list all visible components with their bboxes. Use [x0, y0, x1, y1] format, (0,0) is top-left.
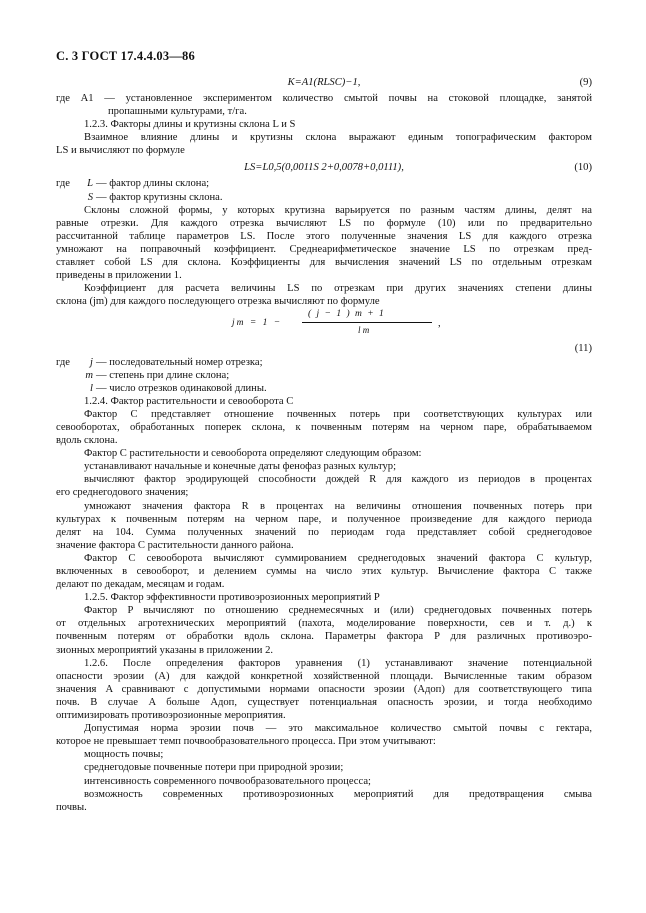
page-header: С. 3 ГОСТ 17.4.4.03—86 — [56, 49, 195, 63]
p-last-line-1: возможность современных противоэрозионных мероприятий для предотвращения смыва — [84, 788, 592, 800]
def-text-m: — степень при длине склона; — [96, 369, 230, 381]
p-last-line-2: почвы. — [56, 801, 87, 813]
p-slopes-line-4: умножают на поправочный коэффициент. Среднеарифметическое значение LS по отрезкам пред- — [56, 243, 592, 255]
list-item-3: интенсивность современного почвообразовательного процесса; — [84, 775, 371, 787]
p-norm-line-2: которое не превышает темп почвообразовательного процесса. При этом учитывают: — [56, 736, 436, 748]
p-c4-line-2: его среднегодового значения; — [56, 487, 189, 499]
list-item-2: среднегодовые почвенные потери при природной эрозии; — [84, 762, 344, 774]
def-text-l: — фактор длины склона; — [96, 178, 210, 190]
formula-11 — [56, 308, 592, 338]
p-c4-line-1: вычисляют фактор эродирующей способности дождей R для каждого из периодов в процентах — [84, 474, 592, 486]
def-symbol-m: m — [85, 369, 93, 381]
def-text-s: — фактор крутизны склона. — [96, 191, 223, 203]
p-slopes-line-3: рассчитанной таблице параметров LS. После этого полученные значения LS для каждого отрезка — [56, 230, 592, 242]
p-c5-line-3: делят на 104. Сумма полученных значений по периодам года представляет собой среднегодовое — [56, 526, 592, 538]
p-slopes-line-2: равные отрезки. Для каждого отрезка вычисляют LS по формуле (10) или по предварительно — [56, 217, 592, 229]
p-126-line-1: 1.2.6. После определения факторов уравнения (1) устанавливают значение потенциальной — [84, 657, 592, 669]
formula-11-fraction-bar — [302, 322, 432, 323]
def-text-j: — последовательный номер отрезка; — [96, 356, 263, 368]
def-text-j-value: последовательный номер отрезка; — [109, 356, 263, 368]
formula-11-definitions — [56, 356, 592, 395]
def-a1-line-1: где A1 — установленное экспериментом количество смытой почвы на стоковой площадке, занятой — [56, 93, 592, 104]
p-c6-line-3: делают по декадам, месяцам и годам. — [56, 579, 225, 591]
p-c1-line-3: вдоль склона. — [56, 435, 118, 447]
formula-10-definitions — [56, 177, 592, 203]
def-text-s-value: фактор крутизны склона. — [109, 191, 223, 203]
def-prefix-empty — [56, 369, 82, 382]
def-a1-line-2: пропашными культурами, т/га. — [108, 106, 247, 118]
p-p-line-4: зионных мероприятий указаны в приложении 2. — [56, 644, 274, 656]
p-c6-line-1: Фактор C севооборота вычисляют суммированием среднегодовых значений фактора C культур, — [84, 552, 592, 564]
p-c3: устанавливают начальные и конечные даты фенофаз разных культур; — [84, 461, 397, 473]
document-body — [56, 76, 592, 814]
def-text-l-small-value: число отрезков одинаковой длины. — [109, 382, 267, 394]
p-126-line-2: опасности эрозии (A) для каждой конкретной хозяйственной площади. Вычисленные таким образом — [56, 670, 592, 682]
p-ls-line-2: LS и вычисляют по формуле — [56, 145, 185, 157]
p-slopes-line-5: ставляет собой LS для склона. Коэффициенты для вычисления значений LS по отдельным отрезкам — [56, 257, 592, 269]
section-1-2-4-heading: 1.2.4. Фактор растительности и севооборота C — [84, 395, 294, 407]
p-126-line-4: почв. В случае A больше Aдоп, существует потенциальная опасность эрозии, и тогда необходимо — [56, 696, 592, 708]
formula-9 — [56, 76, 592, 92]
formula-11-numerator: ( j − 1 ) m + 1 — [308, 309, 386, 320]
list-item-1: мощность почвы; — [84, 749, 164, 761]
def-symbol-j: j — [90, 356, 93, 368]
def-symbol-l-small: l — [90, 382, 93, 394]
formula-11-denominator: l m — [358, 325, 370, 336]
formula-9-number: (9) — [579, 77, 592, 88]
p-slopes-line-1: Склоны сложной формы, у которых крутизна варьируется по разным частям длины, делят на — [84, 204, 592, 216]
p-p-line-1: Фактор P вычисляют по отношению среднемесячных и (или) среднегодовых почвенных потерь — [84, 605, 592, 617]
formula-11-number: (11) — [574, 343, 592, 355]
section-1-2-3-heading: 1.2.3. Факторы длины и крутизны склона L и S — [84, 119, 296, 131]
p-c6-line-2: включенных в севооборот, и делением суммы на число этих культур. Вычисление фактора C также — [56, 566, 592, 577]
def-prefix: где — [56, 356, 70, 368]
p-c5-line-1: умножают значения фактора R в процентах на величины отношения почвенных потерь при — [84, 500, 592, 512]
def-text-m-value: степень при длине склона; — [109, 369, 230, 381]
p-126-line-3: значения A сравнивают с допустимыми нормами опасности эрозии (Aдоп) для соответствующего типа — [56, 683, 592, 695]
section-1-2-5-heading: 1.2.5. Фактор эффективности противоэрозионных мероприятий P — [84, 592, 380, 604]
def-symbol-l: L — [87, 178, 93, 190]
p-slopes-line-6: приведены в приложении 1. — [56, 270, 182, 282]
p-c1-line-2: севооборотах, обработанных поперек склона, к почвенным потерям на черном паре, обрабатываемом — [56, 421, 592, 433]
p-c5-line-2: культурах к почвенным потерям на черном паре, и полученное произведение для каждого периода — [56, 513, 592, 525]
def-symbol-s: S — [87, 191, 93, 203]
p-c1-line-1: Фактор C представляет отношение почвенных потерь при соответствующих культурах или — [84, 408, 592, 420]
formula-11-comma: , — [438, 318, 441, 330]
p-c2: Фактор C растительности и севооборота определяют следующим образом: — [84, 448, 422, 460]
p-p-line-2: от отдельных агротехнических мероприятий (пахота, моделирование поверхности, сев и т. д.) к — [56, 618, 592, 630]
def-prefix-empty — [56, 382, 82, 395]
formula-9-expression: K=A1(RLSC)−1, — [287, 77, 361, 88]
p-coef-line-2: склона (jm) для каждого последующего отрезка вычисляют по формуле — [56, 296, 380, 308]
p-norm-line-1: Допустимая норма эрозии почв — это максимальное количество смытой почвы с гектара, — [84, 723, 592, 735]
p-c5-line-4: значение фактора C растительности данного района. — [56, 539, 294, 551]
formula-10 — [56, 161, 592, 177]
formula-11-lhs: jm = 1 − — [232, 318, 283, 329]
def-text-l-small: — число отрезков одинаковой длины. — [96, 382, 267, 394]
formula-10-expression: LS=L0,5(0,0011S 2+0,0078+0,0111), — [244, 162, 404, 174]
def-prefix-empty — [56, 191, 82, 204]
def-text-l-value: фактор длины склона; — [109, 178, 210, 190]
p-coef-line-1: Коэффициент для расчета величины LS по отрезкам при других значениях степени длины — [84, 283, 592, 295]
p-126-line-5: оптимизировать противоэрозионные мероприятия. — [56, 710, 286, 722]
p-p-line-3: почвенным потерям от обработки вдоль склона. Параметры фактора P для различных противоэро- — [56, 631, 592, 643]
formula-10-number: (10) — [574, 162, 592, 174]
p-ls-line-1: Взаимное влияние длины и крутизны склона выражают единым топографическим фактором — [84, 132, 592, 144]
def-prefix: где — [56, 178, 70, 190]
